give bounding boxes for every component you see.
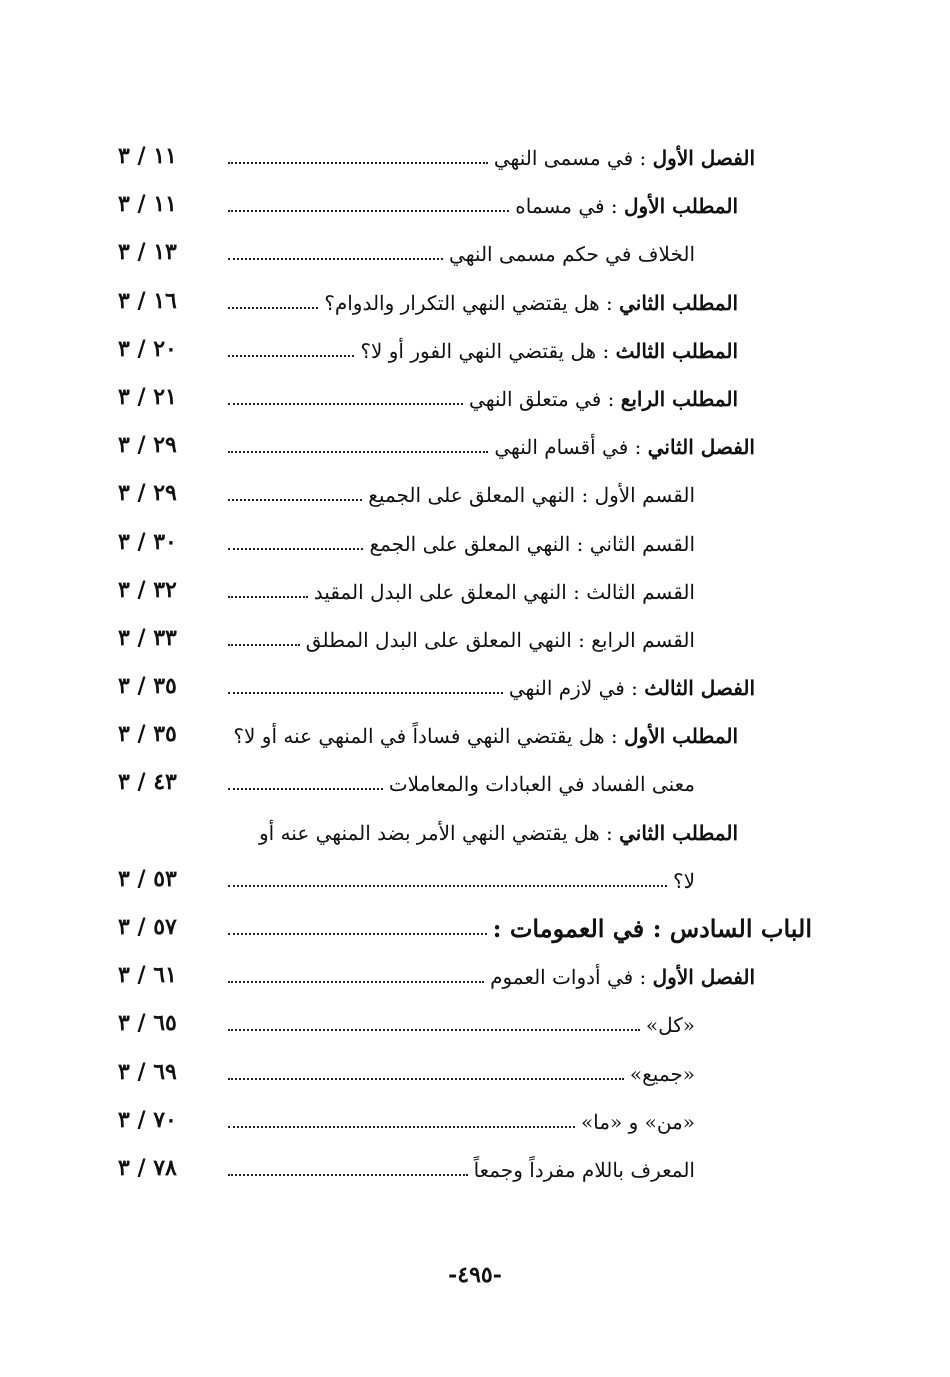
toc-entry-title: [318, 288, 738, 318]
toc-entry-title: [509, 191, 738, 221]
toc-entry-label: : في أقسام النهي: [494, 435, 642, 460]
toc-entry-label: الخلاف في حكم مسمى النهي: [449, 242, 695, 267]
toc-entry-text: [228, 141, 755, 173]
dot-leader: [228, 547, 363, 550]
toc-entry-title: [667, 866, 695, 896]
dot-leader: [228, 980, 484, 983]
toc-page-ref: ٢٩ / ٣: [118, 480, 177, 507]
toc-heading-label: المطلب الرابع: [620, 386, 738, 411]
toc-page-ref: ٦١ / ٣: [118, 962, 177, 989]
toc-entry-title: [463, 384, 738, 414]
toc-heading-label: المطلب الأول: [624, 194, 738, 219]
toc-heading-label: المطلب الثالث: [615, 338, 738, 363]
toc-entry-text: [228, 430, 755, 462]
toc-entry-title: [383, 769, 695, 799]
toc-entry: [0, 521, 950, 569]
toc-entry-title: [624, 1059, 695, 1089]
toc-entry: [0, 1147, 950, 1195]
toc-entry: [0, 665, 950, 713]
toc-entry: [0, 1099, 950, 1147]
toc-entry: [0, 906, 950, 954]
toc-entry-label: القسم الثاني : النهي المعلق على الجمع: [369, 531, 695, 556]
toc-entry-label: : هل يقتضي النهي الأمر بضد المنهي عنه أو: [259, 820, 613, 845]
toc-entry-label: : هل يقتضي النهي الفور أو لا؟: [360, 338, 610, 363]
toc-page-ref: ٧٨ / ٣: [118, 1154, 177, 1181]
toc-entry: [0, 376, 950, 424]
toc-page-ref: ٢٠ / ٣: [118, 335, 177, 362]
toc-page-ref: ٤٣ / ٣: [118, 769, 177, 796]
page-number: -٤٩٥-: [448, 1262, 502, 1288]
toc-entry-label: المعرف باللام مفرداً وجمعاً: [473, 1157, 695, 1182]
dot-leader: [228, 257, 443, 260]
toc-entry-text: [228, 1105, 695, 1137]
toc-entry-title: [363, 529, 695, 559]
toc-entry-text: [228, 912, 812, 944]
toc-heading-label: الفصل الثالث: [644, 676, 755, 701]
dot-leader: [228, 595, 308, 598]
toc-entry-text: [228, 189, 738, 221]
toc-page-ref: ٥٧ / ٣: [118, 914, 177, 940]
toc-page-ref: ٦٩ / ٣: [118, 1058, 177, 1085]
toc-page-ref: ٢٩ / ٣: [118, 432, 177, 459]
toc-entry: [0, 569, 950, 617]
toc-entry-label: القسم الثالث : النهي المعلق على البدل المقيد: [313, 579, 695, 604]
toc-entry: [0, 280, 950, 328]
toc-page-ref: ٣٥ / ٣: [118, 673, 177, 700]
dot-leader: [228, 787, 383, 790]
toc-entry-label: «جميع»: [629, 1061, 695, 1086]
toc-page-ref: ٣٣ / ٣: [118, 624, 177, 651]
toc-entry-label: : في أدوات العموم: [490, 965, 647, 990]
toc-heading-label: المطلب الأول: [624, 724, 738, 749]
toc-entry-title: [575, 1107, 695, 1137]
toc-entry: [0, 472, 950, 520]
dot-leader: [228, 1125, 575, 1128]
toc-page-ref: ١٦ / ٣: [118, 287, 177, 314]
toc-entry-text: [228, 1057, 695, 1089]
dot-leader: [228, 1028, 640, 1031]
toc-entry-label: لا؟: [672, 868, 695, 893]
toc-page-ref: ٥٣ / ٣: [118, 865, 177, 892]
toc-entry-text: [228, 719, 738, 751]
toc-entry: [0, 810, 950, 858]
toc-page-ref: ١١ / ٣: [118, 191, 177, 218]
toc-entry-label: : هل يقتضي النهي التكرار والدوام؟: [324, 290, 613, 315]
toc-entry-text: [228, 1008, 695, 1040]
toc-entry: [0, 1002, 950, 1050]
toc-entry-text: [228, 478, 695, 510]
toc-entry-title: [362, 480, 695, 510]
toc-entry-title: [253, 818, 738, 848]
toc-entry-text: [228, 960, 755, 992]
toc-heading-label: الفصل الثاني: [647, 435, 755, 460]
toc-entry-title: [354, 336, 738, 366]
toc-entry-title: [300, 625, 695, 655]
toc-entry: [0, 328, 950, 376]
toc-entry: [0, 761, 950, 809]
toc-entry-title: [503, 673, 755, 703]
toc-entry-title: [308, 577, 695, 607]
toc-heading-label: الباب السادس : في العمومات :: [492, 914, 812, 943]
toc-page-ref: ٣٥ / ٣: [118, 721, 177, 748]
toc-entry-text: [228, 527, 695, 559]
toc-entry: [0, 424, 950, 472]
toc-entry-label: القسم الأول : النهي المعلق على الجميع: [368, 483, 695, 508]
toc-entry-text: [228, 382, 738, 414]
dot-leader: [228, 932, 487, 935]
toc-entry-label: : في مسمى النهي: [493, 146, 647, 170]
toc-entry-title: [488, 143, 755, 173]
dot-leader: [228, 354, 354, 357]
toc-entry-label: القسم الرابع : النهي المعلق على البدل المطلق: [305, 627, 695, 652]
toc-entry: [0, 231, 950, 279]
toc-entry: [0, 617, 950, 665]
toc-entry-text: [228, 671, 755, 703]
table-of-contents: [0, 135, 950, 1195]
toc-entry: [0, 713, 950, 761]
dot-leader: [228, 450, 488, 453]
dot-leader: [228, 1173, 468, 1176]
toc-entry-text: [228, 816, 738, 848]
toc-entry-label: «من» و «ما»: [580, 1109, 695, 1134]
toc-page-ref: ١١ / ٣: [118, 143, 177, 169]
toc-entry-label: : هل يقتضي النهي فساداً في المنهي عنه أو لا؟: [233, 724, 618, 749]
toc-entry-text: [228, 334, 738, 366]
dot-leader: [228, 161, 488, 164]
toc-page-ref: ٦٥ / ٣: [118, 1010, 177, 1037]
toc-entry: [0, 954, 950, 1002]
toc-entry-label: : في متعلق النهي: [469, 386, 615, 411]
toc-entry-label: : في مسماه: [515, 194, 618, 219]
toc-entry-text: [228, 237, 695, 269]
dot-leader: [228, 884, 667, 887]
toc-entry-title: [640, 1010, 695, 1040]
dot-leader: [228, 209, 509, 212]
toc-entry: [0, 135, 950, 183]
toc-entry-title: [468, 1155, 695, 1185]
toc-page-ref: ٢١ / ٣: [118, 383, 177, 410]
dot-leader: [228, 402, 463, 405]
toc-entry-text: [228, 623, 695, 655]
toc-heading-label: الفصل الأول: [652, 965, 755, 990]
toc-entry-title: [488, 432, 755, 462]
toc-entry-title: [484, 962, 755, 992]
toc-entry-title: [227, 721, 738, 751]
toc-heading-label: الفصل الأول: [652, 146, 755, 170]
dot-leader: [228, 1077, 624, 1080]
dot-leader: [228, 498, 362, 501]
dot-leader: [228, 306, 318, 309]
toc-page-ref: ٧٠ / ٣: [118, 1106, 177, 1133]
toc-entry-text: [228, 1153, 695, 1185]
toc-heading-label: المطلب الثاني: [619, 820, 738, 845]
toc-entry-text: [228, 767, 695, 799]
toc-entry: [0, 183, 950, 231]
toc-entry-text: [228, 575, 695, 607]
toc-entry-label: : في لازم النهي: [508, 676, 638, 701]
toc-heading-label: المطلب الثاني: [619, 290, 738, 315]
toc-entry-text: [228, 864, 695, 896]
toc-entry: [0, 1051, 950, 1099]
dot-leader: [228, 643, 300, 646]
dot-leader: [228, 691, 503, 694]
toc-page-ref: ٣٠ / ٣: [118, 528, 177, 555]
toc-entry-title: [443, 239, 695, 269]
toc-entry-text: [228, 286, 738, 318]
toc-entry: [0, 858, 950, 906]
toc-entry-label: معنى الفساد في العبادات والمعاملات: [388, 772, 695, 797]
toc-page-ref: ١٣ / ٣: [118, 239, 177, 266]
toc-page-ref: ٣٢ / ٣: [118, 576, 177, 603]
toc-entry-label: «كل»: [645, 1013, 695, 1038]
toc-entry-title: [487, 914, 812, 944]
